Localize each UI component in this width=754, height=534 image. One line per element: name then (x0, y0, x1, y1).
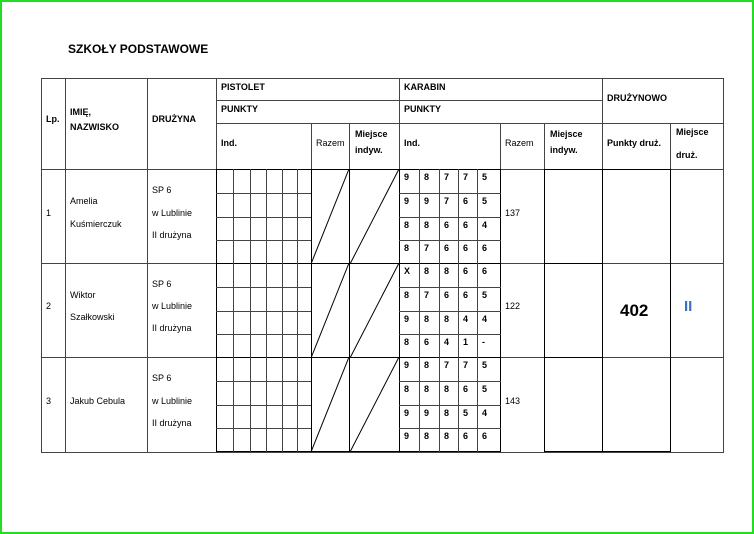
row-3-rifle-score: 9 (424, 407, 430, 418)
page-title: SZKOŁY PODSTAWOWE (68, 42, 209, 56)
row-1-team-line3: II drużyna (152, 230, 192, 240)
row-2-rifle-score: 4 (444, 337, 450, 348)
row-2-team-line1: SP 6 (152, 279, 172, 289)
row-1-pistol-grid-row (216, 217, 312, 218)
row-2-rifle-score: 4 (463, 313, 469, 324)
row-2-last-name: Szałkowski (70, 312, 115, 322)
row-2-rifle-grid-row (399, 287, 501, 288)
team-place-value: II (684, 298, 693, 315)
row-3-rifle-grid-row (399, 428, 501, 429)
header-pistol-points: PUNKTY (221, 104, 259, 114)
row-2-rifle-total: 122 (505, 301, 521, 311)
row-2-pistol-grid-row (216, 334, 312, 335)
row-3-rifle-score: 8 (444, 383, 450, 394)
row-1-rifle-score: 7 (424, 243, 430, 254)
header-pistol: PISTOLET (221, 82, 265, 92)
row-1-strike-line (350, 169, 399, 264)
row-3-team-line3: II drużyna (152, 418, 192, 428)
row-1-rifle-score: 6 (482, 243, 488, 254)
header-rifle: KARABIN (404, 82, 446, 92)
row-1-first-name: Amelia (70, 196, 98, 206)
row-3-rifle-total: 143 (505, 396, 521, 406)
row-2-rifle-score: 6 (463, 266, 469, 276)
row-3-strike-line (311, 357, 349, 452)
row-2-rifle-score: 6 (463, 289, 469, 300)
row-1-lp: 1 (46, 208, 52, 218)
header-rifle-place-line2: indyw. (550, 145, 578, 155)
row-1-rifle-score: 6 (444, 243, 450, 254)
row-1-rifle-score: 8 (424, 219, 430, 230)
row-3-rifle-score: 9 (404, 431, 410, 442)
row-2-rifle-score: 8 (404, 337, 410, 348)
row-1-rifle-grid-row (399, 193, 501, 194)
header-team-points: Punkty druż. (607, 138, 662, 148)
header-name-line2: NAZWISKO (70, 122, 119, 132)
header-team-total: DRUŻYNOWO (607, 93, 667, 103)
header-pistol-ind: Ind. (221, 138, 237, 148)
row-2-lp: 2 (46, 301, 52, 311)
row-1-rifle-score: 6 (463, 219, 469, 230)
row-3-rifle-score: 6 (463, 431, 469, 442)
header-team-place-line1: Miejsce (676, 127, 709, 137)
row-1-rifle-grid-row (399, 217, 501, 218)
row-2-rifle-score: 8 (424, 313, 430, 324)
row-2-rifle-score: 8 (444, 266, 450, 276)
row-3-rifle-score: 8 (444, 431, 450, 442)
row-1-rifle-score: 8 (424, 172, 430, 182)
row-3-rifle-score: 6 (463, 383, 469, 394)
row-3-name: Jakub Cebula (70, 396, 126, 406)
row-3-rifle-place-box (544, 357, 603, 452)
row-3-rifle-score: 6 (482, 431, 488, 442)
header-team-place-line2: druż. (676, 150, 698, 160)
header-pistol-total: Razem (316, 138, 345, 148)
row-3-pistol-grid-row (216, 405, 312, 406)
row-3-rifle-score: 5 (463, 407, 469, 418)
row-3-team-line1: SP 6 (152, 373, 172, 383)
row-2-rifle-score: 6 (444, 289, 450, 300)
row-2-team-line3: II drużyna (152, 323, 192, 333)
row-3-rifle-score: 4 (482, 407, 488, 418)
row-1-team-line2: w Lublinie (152, 208, 193, 218)
header-rifle-total: Razem (505, 138, 534, 148)
row-1-pistol-strikeout (311, 169, 400, 264)
row-2-pistol-grid-row (216, 311, 312, 312)
row-3-rifle-score: 8 (424, 383, 430, 394)
row-3-rifle-score: 5 (482, 360, 488, 370)
row-3-rifle-grid-row (399, 405, 501, 406)
row-2-strike-line (350, 263, 399, 358)
row-1-rifle-total: 137 (505, 208, 521, 218)
row-2-rifle-score: 8 (424, 266, 430, 276)
row-1-rifle-score: 6 (463, 243, 469, 254)
header-rifle-points: PUNKTY (404, 104, 442, 114)
row-3-rifle-score: 8 (424, 360, 430, 370)
row-1-rifle-grid-row (399, 240, 501, 241)
row-3-lp: 3 (46, 396, 52, 406)
row-1-rifle-score: 7 (463, 172, 469, 182)
header-rifle-ind: Ind. (404, 138, 420, 148)
row-3-rifle-score: 8 (444, 407, 450, 418)
row-1-rifle-score: 5 (482, 172, 488, 182)
row-1-strike-line (311, 169, 349, 264)
row-3-team-line2: w Lublinie (152, 396, 193, 406)
row-2-rifle-score: 7 (424, 289, 430, 300)
row-3-rifle-score: 8 (404, 383, 410, 394)
row-2-rifle-score: - (482, 337, 485, 348)
row-1-rifle-score: 5 (482, 195, 488, 206)
row-3-rifle-score: 7 (463, 360, 469, 370)
row-3-pistol-grid-row (216, 381, 312, 382)
row-2-rifle-score: 8 (444, 313, 450, 324)
row-1-pistol-grid-row (216, 240, 312, 241)
row-3-rifle-score: 9 (404, 360, 410, 370)
row-2-team-line2: w Lublinie (152, 301, 193, 311)
row-3-rifle-score: 8 (424, 431, 430, 442)
row-1-rifle-score: 9 (404, 195, 410, 206)
row-3-rifle-grid-row (399, 381, 501, 382)
row-1-rifle-score: 7 (444, 195, 450, 206)
row-2-rifle-score: 1 (463, 337, 469, 348)
row-3-rifle-score: 5 (482, 383, 488, 394)
row-1-rifle-score: 8 (404, 219, 410, 230)
row-3-strike-line (350, 357, 399, 452)
row-2-strike-line (311, 263, 349, 358)
row-2-rifle-score: X (404, 266, 411, 276)
row-3-pistol-grid-row (216, 428, 312, 429)
header-lp: Lp. (46, 114, 60, 124)
row-2-pistol-strikeout (311, 263, 400, 358)
header-team: DRUŻYNA (152, 114, 196, 124)
row-1-last-name: Kuśmierczuk (70, 219, 122, 229)
row-2-rifle-score: 6 (482, 266, 488, 276)
header-name-line1: IMIĘ, (70, 107, 92, 117)
row-2-rifle-place-box (544, 263, 603, 358)
row-1-rifle-score: 6 (444, 219, 450, 230)
header-pistol-place-line1: Miejsce (355, 129, 388, 139)
header-rifle-place-line1: Miejsce (550, 129, 583, 139)
row-1-rifle-score: 4 (482, 219, 488, 230)
row-2-rifle-score: 5 (482, 289, 488, 300)
team-points-value: 402 (620, 301, 649, 320)
row-1-rifle-score: 9 (404, 172, 410, 182)
row-1-team-line1: SP 6 (152, 185, 172, 195)
row-2-pistol-grid-row (216, 287, 312, 288)
row-1-rifle-place-box (544, 169, 603, 264)
row-2-rifle-grid-row (399, 311, 501, 312)
row-2-rifle-score: 6 (424, 337, 430, 348)
row-1-pistol-grid-row (216, 193, 312, 194)
team-points-box (602, 169, 671, 452)
row-1-rifle-score: 9 (424, 195, 430, 206)
row-3-rifle-score: 9 (404, 407, 410, 418)
row-3-pistol-strikeout (311, 357, 400, 452)
row-1-rifle-score: 7 (444, 172, 450, 182)
row-1-rifle-score: 8 (404, 243, 410, 254)
row-2-rifle-score: 9 (404, 313, 410, 324)
row-2-first-name: Wiktor (70, 290, 96, 300)
row-2-rifle-grid-row (399, 334, 501, 335)
row-1-rifle-score: 6 (463, 195, 469, 206)
row-3-rifle-score: 7 (444, 360, 450, 370)
header-pistol-place-line2: indyw. (355, 145, 383, 155)
row-2-rifle-score: 8 (404, 289, 410, 300)
row-2-rifle-score: 4 (482, 313, 488, 324)
